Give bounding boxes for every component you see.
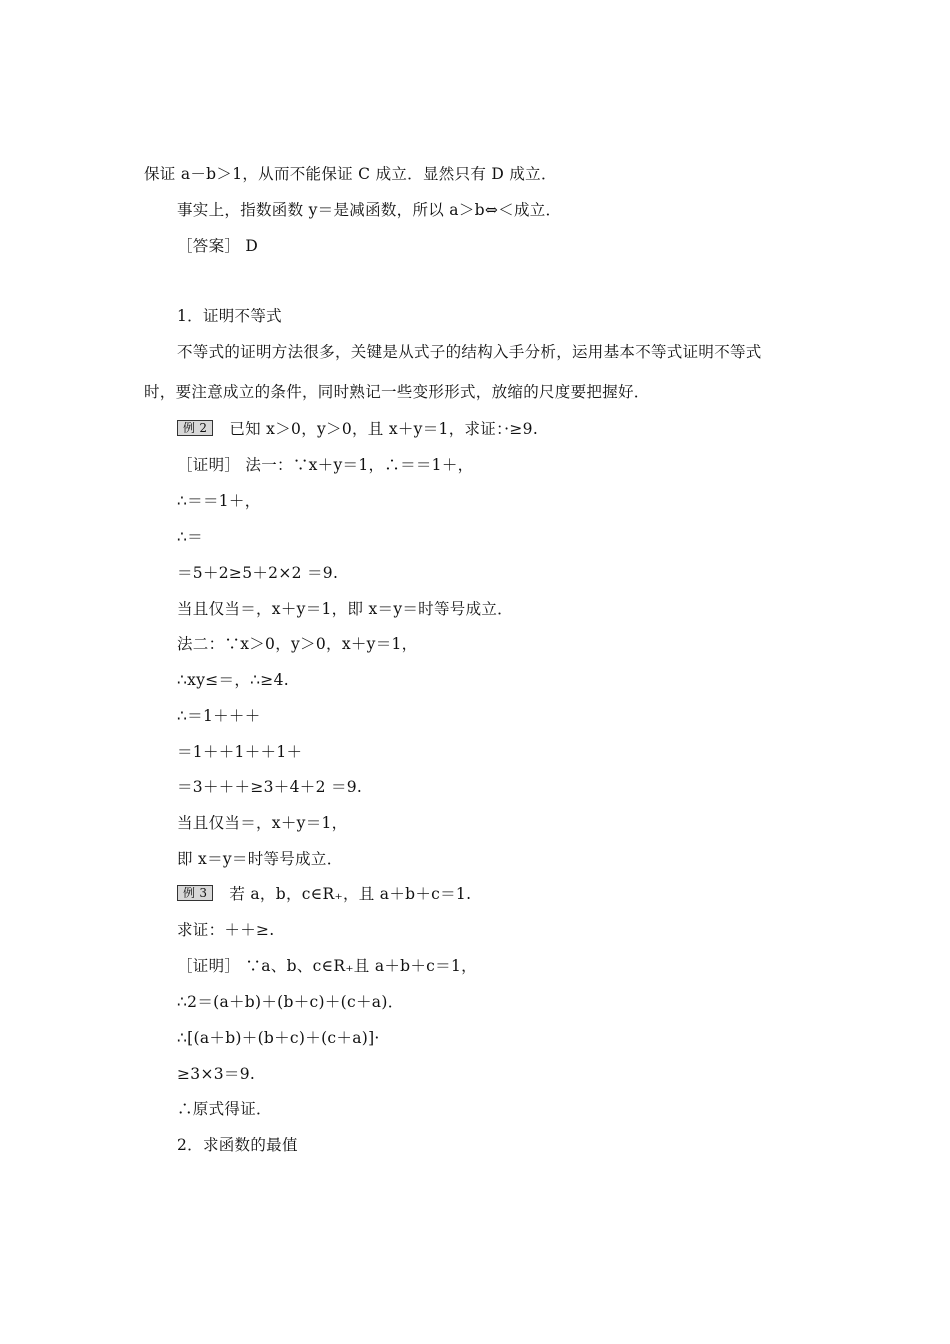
proof-line: ∴xy≤＝，∴≥4. — [177, 671, 289, 689]
proof-line: ∴2＝(a＋b)＋(b＋c)＋(c＋a)． — [177, 993, 404, 1011]
proof-line: ［证明］ ∵a、b、c∈R₊且 a＋b＋c＝1， — [177, 957, 477, 975]
proof-line: ＝1＋＋1＋＋1＋ — [177, 743, 303, 761]
example-3-tag: 例 3 — [177, 885, 213, 901]
text-line: 保证 a－b＞1，从而不能保证 C 成立．显然只有 D 成立． — [144, 165, 557, 183]
section-heading: 2．求函数的最值 — [177, 1136, 298, 1154]
proof-line: ＝5＋2≥5＋2×2 ＝9. — [177, 564, 339, 582]
proof-line: ［证明］ 法一：∵x＋y＝1，∴＝＝1＋， — [177, 456, 474, 474]
proof-line: ∴＝ — [177, 528, 203, 546]
text-line: 不等式的证明方法很多，关键是从式子的结构入手分析，运用基本不等式证明不等式 — [177, 343, 762, 361]
text-line: 时，要注意成立的条件，同时熟记一些变形形式，放缩的尺度要把握好． — [144, 383, 650, 401]
proof-line: ∴[(a＋b)＋(b＋c)＋(c＋a)]· — [177, 1029, 380, 1047]
proof-line: 求证：＋＋≥. — [177, 921, 275, 939]
section-heading: 1．证明不等式 — [177, 307, 282, 325]
proof-line: 即 x＝y＝时等号成立． — [177, 850, 343, 868]
proof-line: ∴原式得证． — [177, 1100, 272, 1118]
example-3-line — [177, 884, 471, 904]
proof-line: ∴＝＝1＋， — [177, 492, 261, 510]
example-2-text: 已知 x＞0，y＞0，且 x＋y＝1，求证：·≥9. — [229, 420, 539, 438]
example-2-line — [177, 419, 538, 439]
answer-line: ［答案］ D — [177, 237, 259, 255]
proof-line: ≥3×3＝9. — [177, 1065, 256, 1083]
proof-line: ∴＝1＋＋＋ — [177, 707, 261, 725]
proof-line: 法二：∵x＞0，y＞0，x＋y＝1， — [177, 635, 418, 653]
proof-line: 当且仅当＝，x＋y＝1， — [177, 814, 348, 832]
proof-line: 当且仅当＝，x＋y＝1，即 x＝y＝时等号成立． — [177, 600, 513, 618]
text-line: 事实上，指数函数 y＝是减函数，所以 a＞b⇔＜成立． — [177, 201, 562, 219]
proof-line: ＝3＋＋＋≥3＋4＋2 ＝9. — [177, 778, 363, 796]
example-2-tag: 例 2 — [177, 420, 213, 436]
example-3-text: 若 a，b，c∈R₊，且 a＋b＋c＝1. — [229, 885, 472, 903]
